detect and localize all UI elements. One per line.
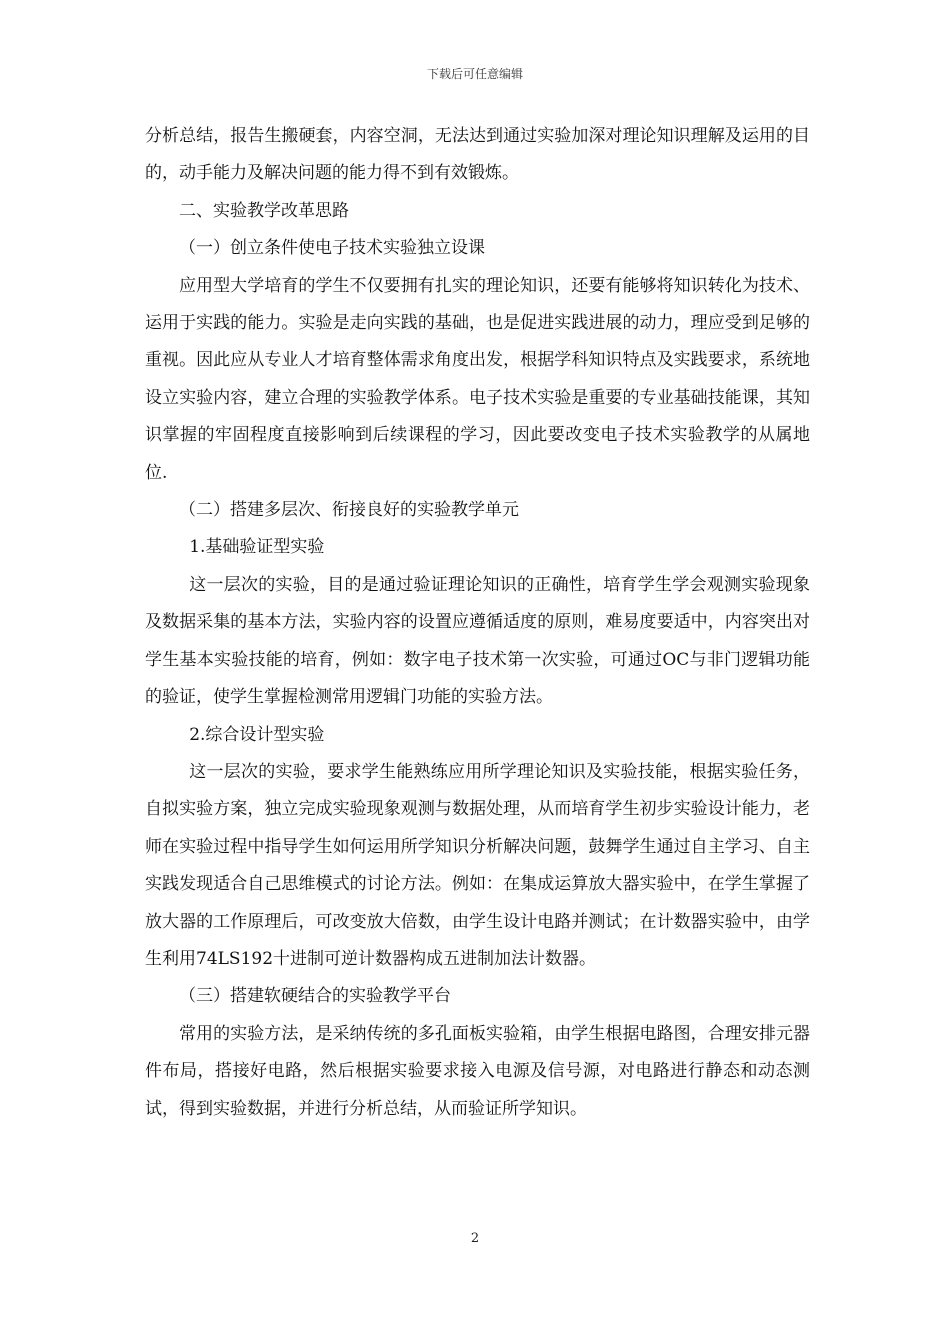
heading-basic-verification: 1.基础验证型实验 (189, 537, 325, 558)
paragraph-continuation: 分析总结，报告生搬硬套，内容空洞，无法达到通过实验加深对理论知识理解及运用的目的，动手能力及解决问题的能力得不到有效锻炼。 (145, 126, 810, 184)
page-header: 下载后可任意编辑 (426, 67, 523, 81)
heading-comprehensive-design: 2.综合设计型实验 (189, 724, 325, 745)
page-number: 2 (470, 1231, 480, 1246)
subheading-software-hardware-platform: （三）搭建软硬结合的实验教学平台 (179, 986, 451, 1007)
section-heading-reform-ideas: 二、实验教学改革思路 (179, 200, 349, 221)
subheading-multilevel-units: （二）搭建多层次、衔接良好的实验教学单元 (179, 500, 519, 521)
subheading-independent-course: （一）创立条件使电子技术实验独立设课 (179, 238, 485, 259)
paragraph-basic-verification: 这一层次的实验，目的是通过验证理论知识的正确性，培育学生学会观测实验现象及数据采集的基本方法，实验内容的设置应遵循适度的原则，难易度要适中，内容突出对学生基本实验技能的培育，例如：数字电子技术第一次实验，可通过OC与非门逻辑功能的验证，使学生掌握检测常用逻辑门功能的实验方法。 (145, 574, 810, 708)
paragraph-common-methods: 常用的实验方法，是采纳传统的多孔面板实验箱，由学生根据电路图，合理安排元器件布局，搭接好电路，然后根据实验要求接入电源及信号源，对电路进行静态和动态测试，得到实验数据，并进行分析总结，从而验证所学知识。 (145, 1023, 810, 1119)
paragraph-applied-university: 应用型大学培育的学生不仅要拥有扎实的理论知识，还要有能够将知识转化为技术、运用于实践的能力。实验是走向实践的基础，也是促进实践进展的动力，理应受到足够的重视。因此应从专业人才培育整体需求角度出发，根据学科知识特点及实践要求，系统地设立实验内容，建立合理的实验教学体系。电子技术实验是重要的专业基础技能课，其知识掌握的牢固程度直接影响到后续课程的学习，因此要改变电子技术实验教学的从属地位. (145, 275, 810, 483)
paragraph-comprehensive-design: 这一层次的实验，要求学生能熟练应用所学理论知识及实验技能，根据实验任务，自拟实验方案，独立完成实验现象观测与数据处理，从而培育学生初步实验设计能力，老师在实验过程中指导学生如何运用所学知识分析解决问题，鼓舞学生通过自主学习、自主实践发现适合自己思维模式的讨论方法。例如：在集成运算放大器实验中，在学生掌握了放大器的工作原理后，可改变放大倍数，由学生设计电路并测试；在计数器实验中，由学生利用74LS192十进制可逆计数器构成五进制加法计数器。 (145, 761, 810, 969)
document-body (145, 118, 810, 1128)
